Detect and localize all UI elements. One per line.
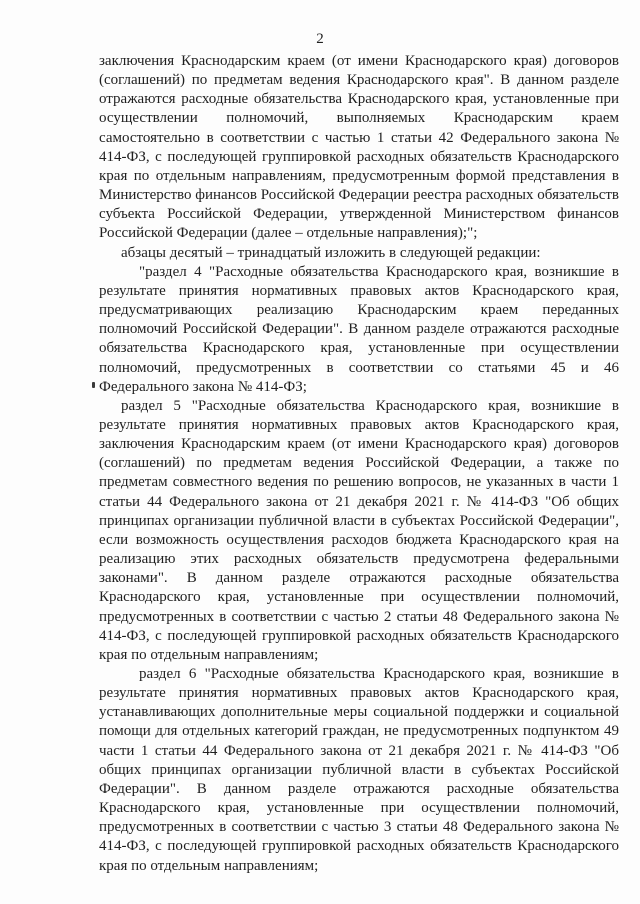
page-number: 2	[316, 31, 324, 47]
paragraph-section-4: "раздел 4 "Расходные обязательства Краснодарского края, возникшие в результате принятия нормативных правовых актов Краснодарского края, предусматривающих реализацию Краснодарским краем переданных полномочий Российской Федерации". В данном разделе отражаются расходные обязательства Краснодарского края, установленные при осуществлении полномочий, предусмотренных в соответствии со статьями 45 и 46 Федерального закона № 414-ФЗ;	[99, 263, 619, 395]
paragraph-instruction: абзацы десятый – тринадцатый изложить в следующей редакции:	[121, 244, 541, 261]
paragraph-section-5: раздел 5 "Расходные обязательства Краснодарского края, возникшие в результате принятия нормативных правовых актов Краснодарского края, заключения Краснодарским краем (от имени Краснодарского края) договоров (соглашений) по предметам ведения Российской Федерации, а также по предметам совместного ведения по решению вопросов, не указанных в части 1 статьи 44 Федерального закона от 21 декабря 2021 г. № 414-ФЗ "Об общих принципах организации публичной власти в субъектах Российской Федерации", если возможность осуществления расходов бюджета Краснодарского края на реализацию этих расходных обязательств предусмотрена федеральными законами". В данном разделе отражаются расходные обязательства Краснодарского края, установленные при осуществлении полномочий, предусмотренных в соответствии с частью 2 статьи 48 Федерального закона № 414-ФЗ, с последующей группировкой расходных обязательств Краснодарского края по отдельным направлениям;	[99, 397, 619, 663]
margin-mark	[92, 382, 95, 388]
paragraph-section-6: раздел 6 "Расходные обязательства Краснодарского края, возникшие в результате принятия нормативных правовых актов Краснодарского края, устанавливающих дополнительные меры социальной поддержки и социальной помощи для отдельных категорий граждан, не предусмотренных подпунктом 49 части 1 статьи 44 Федерального закона от 21 декабря 2021 г. № 414-ФЗ "Об общих принципах организации публичной власти в субъектах Российской Федерации". В данном разделе отражаются расходные обязательства Краснодарского края, установленные при осуществлении полномочий, предусмотренных в соответствии с частью 3 статьи 48 Федерального закона № 414-ФЗ, с последующей группировкой расходных обязательств Краснодарского края по отдельным направлениям;	[99, 666, 619, 874]
paragraph-continuation: заключения Краснодарским краем (от имени Краснодарского края) договоров (соглашений) по предметам ведения Краснодарского края". В данном разделе отражаются расходные обязательства Краснодарского края, установленные при осуществлении полномочий, выполняемых Краснодарским краем самостоятельно в соответствии с частью 1 статьи 42 Федерального закона № 414-ФЗ, с последующей группировкой расходных обязательств Краснодарского края по отдельным направлениям, предусмотренным формой представления в Министерство финансов Российской Федерации реестра расходных обязательств субъекта Российской Федерации, утвержденной Министерством финансов Российской Федерации (далее – отдельные направления);";	[99, 53, 619, 242]
document-body	[99, 52, 619, 876]
